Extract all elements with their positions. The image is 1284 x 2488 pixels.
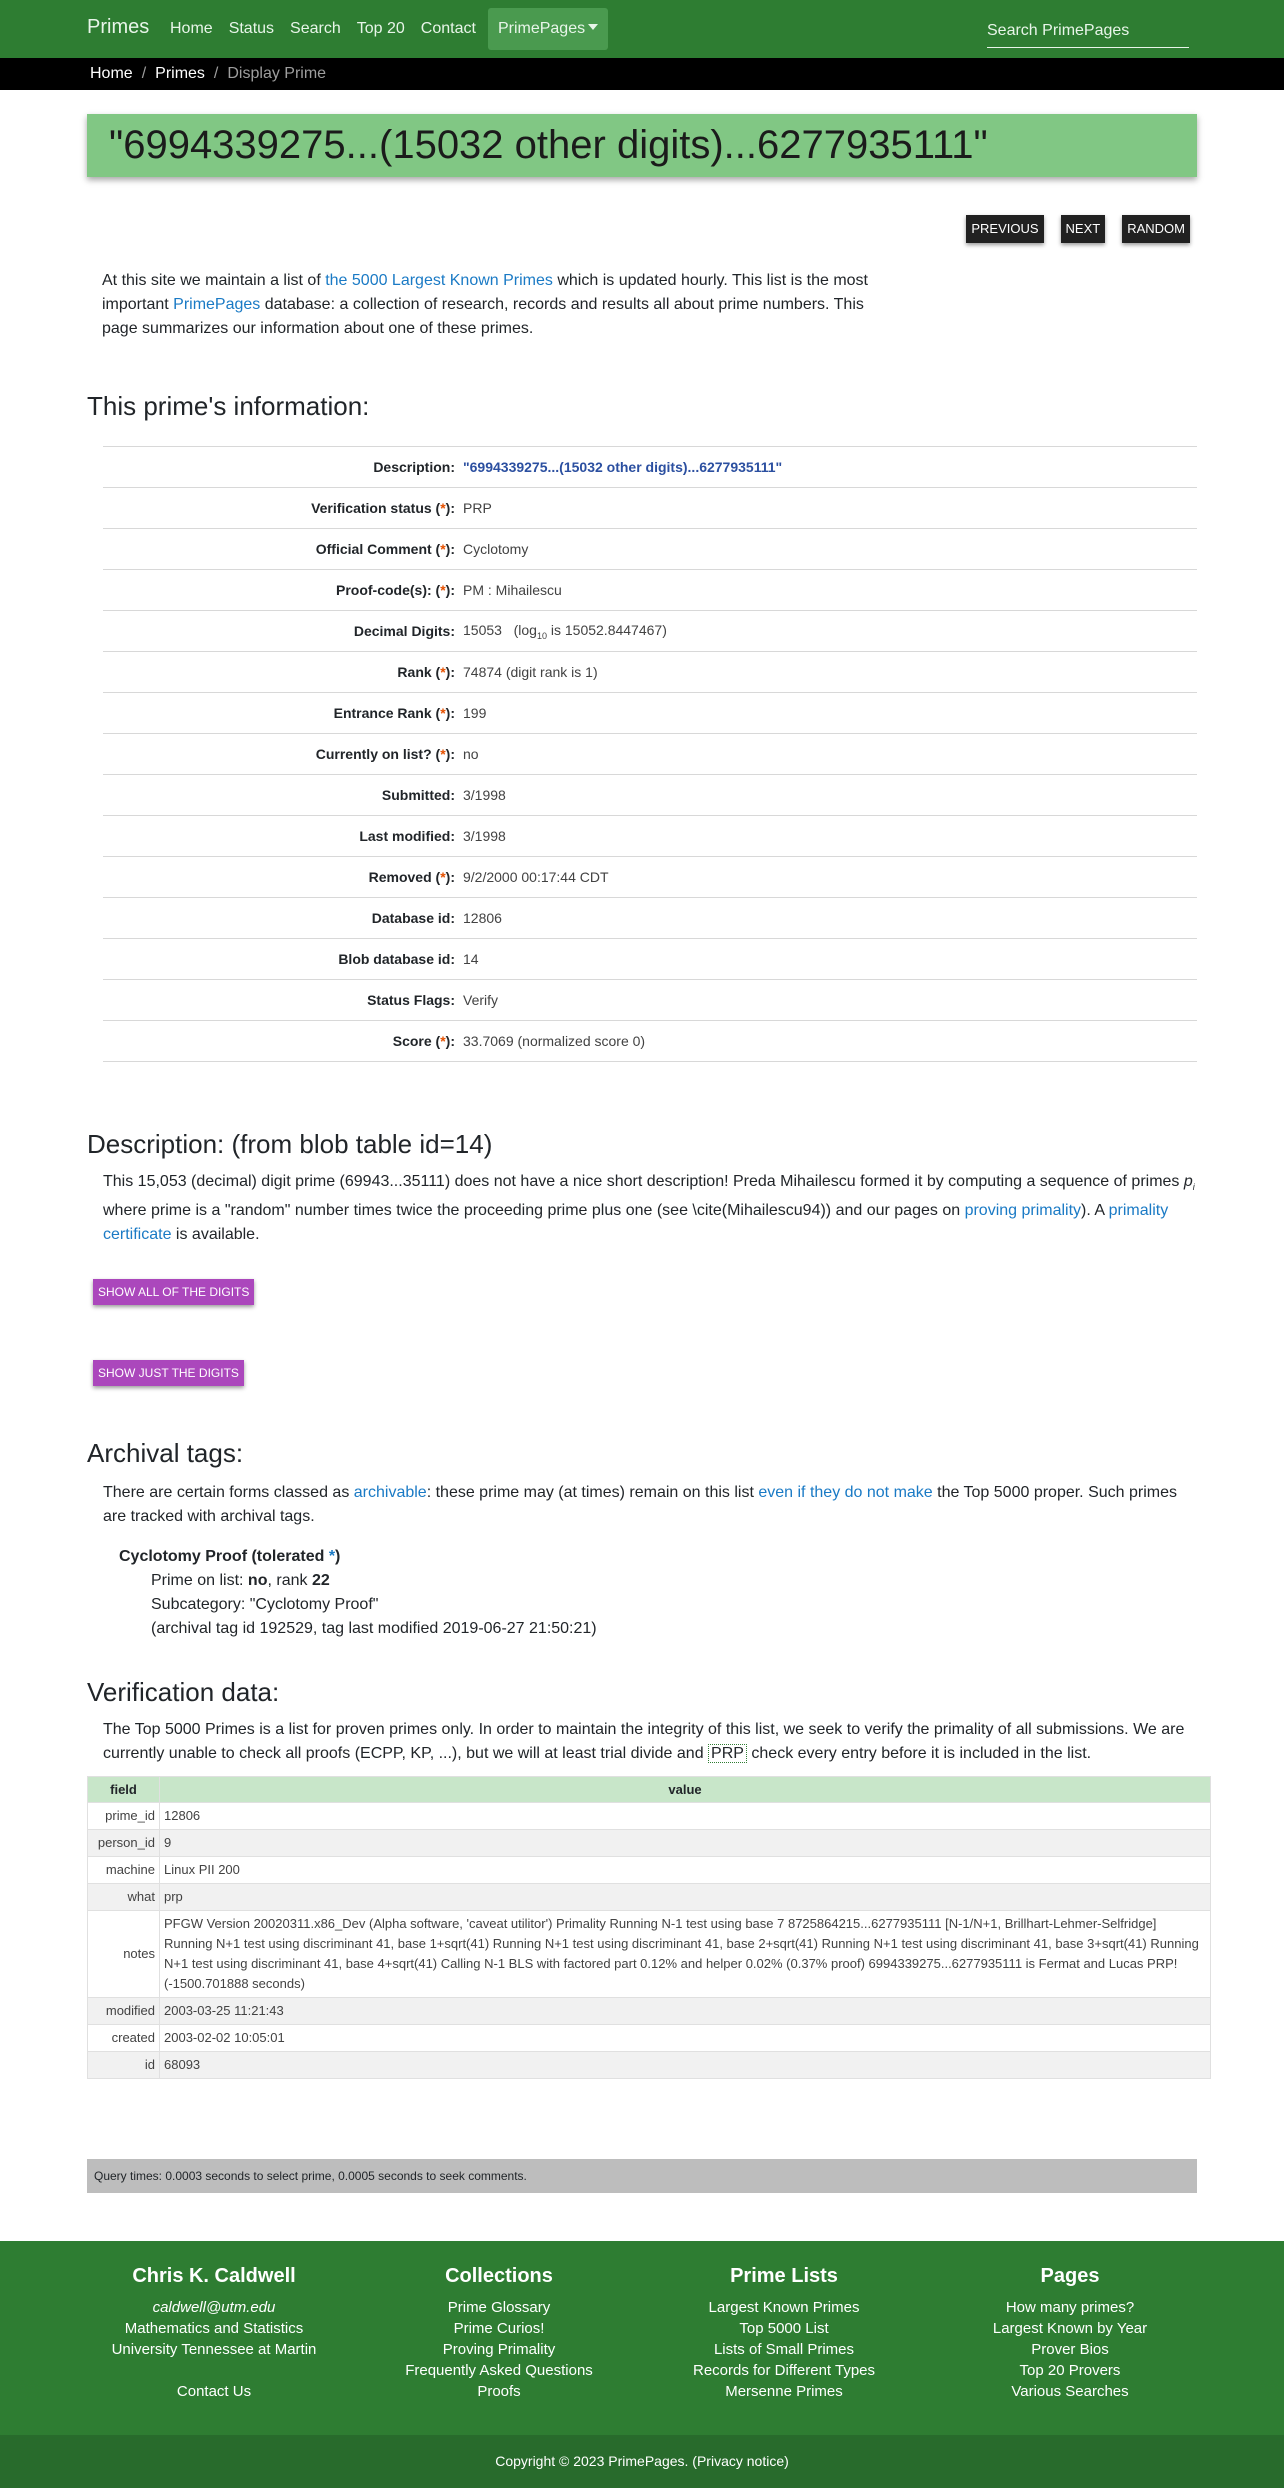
- footer-spacer: [82, 2360, 346, 2381]
- info-value: 199: [463, 705, 487, 721]
- help-star-link[interactable]: *: [440, 705, 446, 721]
- info-value: Cyclotomy: [463, 541, 529, 557]
- field-cell: notes: [88, 1911, 160, 1998]
- label-colon: ):: [445, 664, 455, 680]
- table-row: [88, 2052, 1211, 2079]
- footer-link[interactable]: How many primes?: [1005, 2299, 1135, 2317]
- footer-link[interactable]: Prime Curios!: [453, 2320, 545, 2338]
- tag-value: no: [247, 1572, 268, 1590]
- label-colon: ):: [445, 1033, 455, 1049]
- info-row-status-flags: [103, 980, 1197, 1021]
- info-label: Database id:: [371, 910, 455, 926]
- info-label: Proof-code(s): (*):: [335, 582, 455, 598]
- column-header: field: [88, 1777, 160, 1803]
- largest-primes-link[interactable]: the 5000 Largest Known Primes: [325, 272, 553, 289]
- help-star-link[interactable]: *: [440, 746, 446, 762]
- label-text: Proof-code(s):: [335, 582, 432, 598]
- field-cell: what: [88, 1884, 160, 1911]
- archival-heading: Archival tags:: [87, 1438, 244, 1469]
- tag-title-text: ): [335, 1548, 341, 1566]
- info-row-on-list: [103, 734, 1197, 775]
- footer-link[interactable]: Top 20 Provers: [1019, 2362, 1121, 2380]
- archivable-link[interactable]: archivable: [353, 1484, 427, 1502]
- info-row-proof-code: [103, 570, 1197, 611]
- tag-value: 22: [311, 1572, 330, 1590]
- math-sub: i: [1192, 1182, 1195, 1193]
- help-star-link[interactable]: *: [440, 541, 446, 557]
- archival-on-list: [119, 1569, 1197, 1593]
- email-link[interactable]: caldwell@utm.edu: [152, 2299, 276, 2317]
- info-row-rank: [103, 652, 1197, 693]
- info-row-verification: [103, 488, 1197, 529]
- arch-text: : these prime may (at times) remain on this list: [426, 1484, 759, 1502]
- label-text: Score: [392, 1033, 432, 1049]
- math-var: p: [1183, 1173, 1193, 1190]
- info-row-entrance-rank: [103, 693, 1197, 734]
- help-star-link[interactable]: *: [440, 582, 446, 598]
- label-text: Official Comment: [315, 541, 432, 557]
- desc-text: is available.: [171, 1226, 260, 1244]
- info-row-description: [103, 447, 1197, 488]
- footer-link[interactable]: Mersenne Primes: [725, 2383, 843, 2401]
- breadcrumb-home[interactable]: Home: [90, 65, 133, 82]
- nav-top20[interactable]: Top 20: [356, 20, 405, 37]
- primality-certificate-link[interactable]: primality certificate: [103, 1202, 1169, 1244]
- tag-text: , rank: [267, 1572, 312, 1590]
- info-label: Removed (*):: [368, 869, 455, 885]
- info-row-last-modified: [103, 816, 1197, 857]
- footer-link[interactable]: Prover Bios: [1031, 2341, 1109, 2359]
- info-row-blob-id: [103, 939, 1197, 980]
- table-row: [88, 2025, 1211, 2052]
- footer-heading: Collections: [445, 2265, 553, 2288]
- proving-primality-link[interactable]: proving primality: [964, 1202, 1082, 1220]
- info-label: Blob database id:: [338, 951, 455, 967]
- intro-text: which is updated hourly. This list is the most important: [102, 272, 868, 313]
- table-header-row: [88, 1777, 1211, 1803]
- intro-text: At this site we maintain a list of: [102, 272, 326, 289]
- field-cell: machine: [88, 1857, 160, 1884]
- footer-link[interactable]: Proving Primality: [442, 2341, 556, 2359]
- footer-heading: Pages: [1040, 2265, 1100, 2288]
- help-star-link[interactable]: *: [440, 869, 446, 885]
- nav-home[interactable]: Home: [170, 20, 213, 37]
- info-value: 74874 (digit rank is 1): [463, 664, 598, 680]
- info-heading: This prime's information:: [87, 391, 370, 421]
- prime-navigation: [87, 215, 1197, 243]
- info-row-comment: [103, 529, 1197, 570]
- digits-value: 15053: [463, 621, 502, 638]
- tag-title-text: Cyclotomy Proof (tolerated: [119, 1548, 329, 1566]
- ver-text: The Top 5000 Primes is a list for proven primes only. In order to maintain the integrity of this list, we seek to verify the primality of all submissions. We are currently unable to check all proofs (ECPP, KP, ...), but we will at least trial divide and: [103, 1721, 1185, 1763]
- previous-button[interactable]: PREVIOUS: [966, 215, 1043, 243]
- footer-link[interactable]: Proofs: [477, 2383, 521, 2401]
- field-cell: person_id: [88, 1830, 160, 1857]
- log-text: (log: [513, 621, 537, 638]
- label-text: Entrance Rank: [333, 705, 432, 721]
- breadcrumb-separator: /: [213, 65, 219, 82]
- footer-link[interactable]: Prime Glossary: [447, 2299, 551, 2317]
- next-button[interactable]: NEXT: [1061, 215, 1106, 243]
- value-cell: prp: [160, 1884, 1211, 1911]
- brand-link[interactable]: Primes: [87, 16, 150, 38]
- description-heading: Description: (from blob table id=14): [87, 1129, 493, 1159]
- value-cell: 68093: [160, 2052, 1211, 2079]
- field-cell: modified: [88, 1998, 160, 2025]
- footer-heading: Prime Lists: [730, 2265, 838, 2288]
- info-value: 14: [463, 951, 479, 967]
- contact-us-link[interactable]: Contact Us: [176, 2383, 252, 2401]
- footer-col-author: [82, 2265, 346, 2402]
- breadcrumb: [0, 58, 1284, 90]
- footer-text: University Tennessee at Martin: [111, 2341, 317, 2359]
- label-colon: ):: [445, 869, 455, 885]
- footer: [0, 2241, 1284, 2435]
- log-text: is 15052.8447467): [546, 621, 667, 638]
- archival-tag-title: [119, 1545, 1197, 1569]
- value-cell: 9: [160, 1830, 1211, 1857]
- label-text: Removed: [368, 869, 432, 885]
- footer-link[interactable]: Various Searches: [1011, 2383, 1129, 2401]
- tolerated-star-link[interactable]: *: [328, 1548, 336, 1566]
- value-cell: 12806: [160, 1803, 1211, 1830]
- info-value: 3/1998: [463, 787, 506, 803]
- info-value: Verify: [463, 992, 499, 1008]
- label-text: Currently on list?: [315, 746, 432, 762]
- info-row-submitted: [103, 775, 1197, 816]
- main-content: [87, 114, 1197, 2193]
- copyright: Copyright © 2023 PrimePages. (Privacy notice): [0, 2435, 1284, 2488]
- label-colon: ):: [445, 500, 455, 516]
- table-row: [88, 1911, 1211, 1998]
- arch-text: There are certain forms classed as: [103, 1484, 354, 1502]
- desc-text: where prime is a "random" number times twice the proceeding prime plus one (see \cite(Mihailescu94)) and our pages on: [103, 1202, 965, 1220]
- info-label: Decimal Digits:: [353, 623, 455, 639]
- dropdown-label: PrimePages: [497, 20, 586, 37]
- field-cell: id: [88, 2052, 160, 2079]
- footer-link[interactable]: Largest Known by Year: [992, 2320, 1148, 2338]
- info-value: 9/2/2000 00:17:44 CDT: [463, 869, 609, 885]
- info-row-database-id: [103, 898, 1197, 939]
- info-row-removed: [103, 857, 1197, 898]
- footer-link[interactable]: Largest Known Primes: [708, 2299, 860, 2317]
- info-label: Official Comment (*):: [315, 541, 455, 557]
- verification-heading: Verification data:: [87, 1677, 280, 1708]
- footer-link[interactable]: Lists of Small Primes: [713, 2341, 855, 2359]
- info-value: no: [463, 746, 479, 762]
- info-label: Entrance Rank (*):: [333, 705, 455, 721]
- desc-text: ). A: [1081, 1202, 1109, 1220]
- intro-text: database: a collection of research, records and results all about prime numbers. This page summarizes our information about one of these primes.: [102, 296, 864, 337]
- label-text: Rank: [397, 664, 432, 680]
- info-value: PRP: [463, 500, 492, 516]
- archival-paragraph: [87, 1481, 1197, 1529]
- value-cell: Linux PII 200: [160, 1857, 1211, 1884]
- table-row: [88, 1857, 1211, 1884]
- intro-paragraph: [87, 269, 887, 341]
- label-colon: ):: [445, 705, 455, 721]
- value-cell: PFGW Version 20020311.x86_Dev (Alpha software, 'caveat utilitor') Primality Running N-1 test using base 7 8725864215...6277935111 [N-1/N+1, Brillhart-Lehmer-Selfridge] Running N+1 test using discriminant 41, base 1+sqrt(41) Running N+1 test using discriminant 41, base 2+sqrt(41) Running N+1 test using discriminant 41, base 3+sqrt(41) Running N+1 test using discriminant 41, base 4+sqrt(41) Calling N-1 BLS with factored part 0.12% and helper 0.02% (0.37% proof) 6994339275...6277935111 is Fermat and Lucas PRP! (-1500.701888 seconds): [160, 1911, 1211, 1998]
- breadcrumb-current: Display Prime: [227, 65, 327, 82]
- caret-down-icon: [588, 24, 598, 30]
- table-row: [88, 1998, 1211, 2025]
- description-paragraph: [87, 1170, 1197, 1247]
- desc-text: This 15,053 (decimal) digit prime (69943...35111) does not have a nice short description! Preda Mihailescu formed it by computing a sequence of primes: [103, 1173, 1184, 1190]
- even-if-not-make-link[interactable]: even if they do not make: [758, 1484, 933, 1502]
- nav-links: [162, 0, 608, 58]
- search-input[interactable]: [987, 14, 1189, 48]
- log-base: 10: [536, 630, 547, 641]
- footer-link[interactable]: Records for Different Types: [692, 2362, 876, 2380]
- footer-col-pages: [938, 2265, 1202, 2402]
- footer-link[interactable]: Top 5000 List: [739, 2320, 829, 2338]
- footer-heading: Chris K. Caldwell: [132, 2265, 296, 2288]
- info-label: Currently on list? (*):: [315, 746, 455, 762]
- footer-col-prime-lists: [652, 2265, 916, 2402]
- prime-info-table: [103, 446, 1197, 1062]
- help-star-link[interactable]: *: [440, 664, 446, 680]
- nav-contact[interactable]: Contact: [420, 20, 476, 37]
- verification-paragraph: [87, 1718, 1197, 1766]
- column-header: value: [160, 1777, 1211, 1803]
- nav-status[interactable]: Status: [228, 20, 275, 37]
- label-text: Verification status: [311, 500, 432, 516]
- help-star-link[interactable]: *: [440, 1033, 446, 1049]
- table-row: [88, 1830, 1211, 1857]
- field-cell: created: [88, 2025, 160, 2052]
- nav-primepages-dropdown[interactable]: [488, 8, 608, 50]
- prp-abbr: PRP: [708, 1744, 747, 1763]
- info-label: Verification status (*):: [311, 500, 455, 516]
- footer-col-collections: [367, 2265, 631, 2402]
- page-title: "6994339275...(15032 other digits)...6277935111": [87, 114, 1197, 177]
- value-cell: 2003-03-25 11:21:43: [160, 1998, 1211, 2025]
- info-value: "6994339275...(15032 other digits)...6277935111": [463, 459, 783, 475]
- breadcrumb-separator: /: [141, 65, 147, 82]
- info-row-decimal-digits: [103, 611, 1197, 652]
- query-times: Query times: 0.0003 seconds to select prime, 0.0005 seconds to seek comments.: [87, 2159, 1197, 2193]
- info-value: PM : Mihailescu: [463, 582, 562, 598]
- show-just-digits-button[interactable]: SHOW JUST THE DIGITS: [93, 1360, 244, 1386]
- label-colon: ):: [445, 582, 455, 598]
- nav-search[interactable]: Search: [290, 20, 341, 37]
- info-label: Description:: [373, 459, 455, 475]
- info-value: 3/1998: [463, 828, 506, 844]
- tag-text: Prime on list:: [151, 1572, 248, 1590]
- label-colon: ):: [445, 746, 455, 762]
- info-label: Last modified:: [359, 828, 455, 844]
- info-value: 33.7069 (normalized score 0): [463, 1033, 646, 1049]
- table-row: [88, 1803, 1211, 1830]
- breadcrumb-primes[interactable]: Primes: [155, 65, 205, 82]
- info-label: Score (*):: [392, 1033, 455, 1049]
- top-navbar: [0, 0, 1284, 58]
- field-cell: prime_id: [88, 1803, 160, 1830]
- footer-link[interactable]: Frequently Asked Questions: [405, 2362, 593, 2380]
- help-star-link[interactable]: *: [440, 500, 446, 516]
- info-label: Rank (*):: [397, 664, 455, 680]
- table-row: [88, 1884, 1211, 1911]
- info-label: Status Flags:: [367, 992, 455, 1008]
- verification-table: [87, 1776, 1211, 2079]
- show-all-digits-button[interactable]: SHOW ALL OF THE DIGITS: [93, 1279, 254, 1305]
- random-button[interactable]: RANDOM: [1122, 215, 1190, 243]
- archival-tag-info: (archival tag id 192529, tag last modified 2019-06-27 21:50:21): [151, 1620, 597, 1638]
- primepages-link[interactable]: PrimePages: [173, 296, 261, 313]
- archival-tag: [87, 1545, 1197, 1641]
- archival-subcategory: Subcategory: "Cyclotomy Proof": [151, 1596, 379, 1614]
- footer-text: Mathematics and Statistics: [124, 2320, 304, 2338]
- info-value: [455, 622, 667, 641]
- info-value: 12806: [463, 910, 502, 926]
- arch-text: the Top 5000 proper. Such primes are tracked with archival tags.: [103, 1484, 1177, 1526]
- info-label: Submitted:: [381, 787, 455, 803]
- info-row-score: [103, 1021, 1197, 1062]
- label-colon: ):: [445, 541, 455, 557]
- value-cell: 2003-02-02 10:05:01: [160, 2025, 1211, 2052]
- ver-text: check every entry before it is included in the list.: [746, 1745, 1092, 1763]
